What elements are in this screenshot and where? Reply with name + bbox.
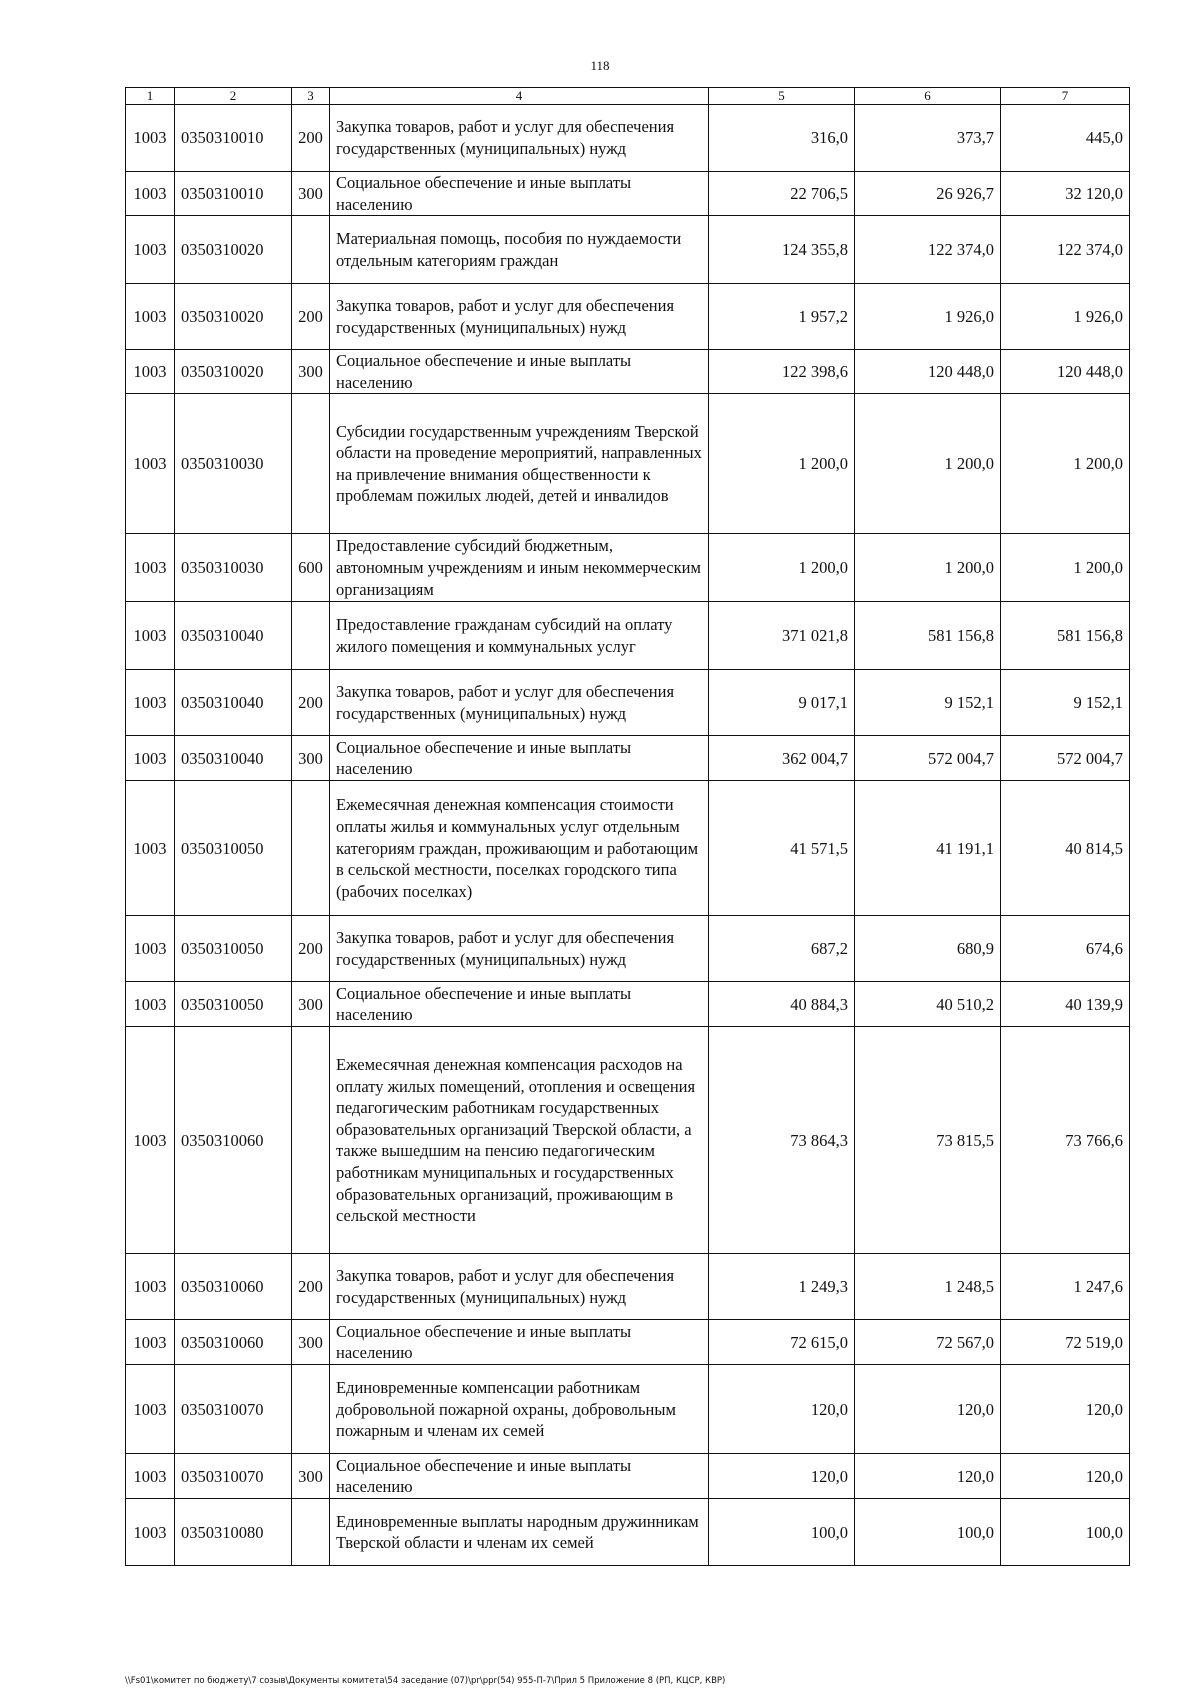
col-section: 1003 — [126, 1254, 175, 1320]
col-value-3: 1 926,0 — [1001, 284, 1130, 350]
col-target-code: 0350310050 — [175, 982, 292, 1027]
col-name: Социальное обеспечение и иные выплаты населению — [330, 350, 709, 394]
col-value-2: 581 156,8 — [855, 602, 1001, 670]
header-col-2: 2 — [175, 88, 292, 105]
col-name: Единовременные выплаты народным дружинникам Тверской области и членам их семей — [330, 1499, 709, 1566]
col-value-1: 22 706,5 — [709, 172, 855, 216]
col-value-3: 73 766,6 — [1001, 1027, 1130, 1254]
col-value-2: 73 815,5 — [855, 1027, 1001, 1254]
col-target-code: 0350310040 — [175, 602, 292, 670]
col-value-2: 1 926,0 — [855, 284, 1001, 350]
header-col-5: 5 — [709, 88, 855, 105]
col-value-1: 9 017,1 — [709, 670, 855, 736]
col-name: Социальное обеспечение и иные выплаты населению — [330, 1320, 709, 1365]
col-expense-type: 200 — [292, 670, 330, 736]
col-section: 1003 — [126, 284, 175, 350]
col-value-1: 122 398,6 — [709, 350, 855, 394]
col-section: 1003 — [126, 534, 175, 602]
col-value-2: 120,0 — [855, 1454, 1001, 1499]
col-expense-type — [292, 1365, 330, 1454]
col-value-3: 40 139,9 — [1001, 982, 1130, 1027]
col-expense-type: 600 — [292, 534, 330, 602]
table-row — [126, 1027, 1130, 1254]
col-value-2: 120 448,0 — [855, 350, 1001, 394]
col-value-3: 445,0 — [1001, 105, 1130, 172]
col-target-code: 0350310060 — [175, 1254, 292, 1320]
col-value-1: 687,2 — [709, 916, 855, 982]
table-row — [126, 172, 1130, 216]
col-target-code: 0350310010 — [175, 172, 292, 216]
col-value-2: 1 200,0 — [855, 394, 1001, 534]
col-value-1: 124 355,8 — [709, 216, 855, 284]
col-value-1: 1 200,0 — [709, 394, 855, 534]
col-value-3: 9 152,1 — [1001, 670, 1130, 736]
col-expense-type — [292, 394, 330, 534]
col-target-code: 0350310070 — [175, 1365, 292, 1454]
col-section: 1003 — [126, 105, 175, 172]
col-expense-type: 300 — [292, 350, 330, 394]
col-section: 1003 — [126, 670, 175, 736]
col-name: Закупка товаров, работ и услуг для обеспечения государственных (муниципальных) нужд — [330, 916, 709, 982]
col-target-code: 0350310080 — [175, 1499, 292, 1566]
col-value-2: 1 248,5 — [855, 1254, 1001, 1320]
col-expense-type: 200 — [292, 1254, 330, 1320]
col-expense-type: 300 — [292, 736, 330, 781]
col-expense-type: 300 — [292, 172, 330, 216]
header-row — [126, 88, 1130, 105]
col-target-code: 0350310020 — [175, 216, 292, 284]
col-name: Социальное обеспечение и иные выплаты населению — [330, 736, 709, 781]
col-section: 1003 — [126, 602, 175, 670]
col-value-2: 100,0 — [855, 1499, 1001, 1566]
col-section: 1003 — [126, 1499, 175, 1566]
col-expense-type: 200 — [292, 284, 330, 350]
header-col-3: 3 — [292, 88, 330, 105]
col-value-2: 9 152,1 — [855, 670, 1001, 736]
col-target-code: 0350310010 — [175, 105, 292, 172]
col-value-3: 72 519,0 — [1001, 1320, 1130, 1365]
col-value-3: 1 200,0 — [1001, 534, 1130, 602]
table-row — [126, 105, 1130, 172]
col-value-3: 674,6 — [1001, 916, 1130, 982]
col-value-3: 40 814,5 — [1001, 781, 1130, 916]
col-section: 1003 — [126, 982, 175, 1027]
col-value-3: 100,0 — [1001, 1499, 1130, 1566]
col-value-1: 362 004,7 — [709, 736, 855, 781]
col-expense-type — [292, 1499, 330, 1566]
col-value-1: 371 021,8 — [709, 602, 855, 670]
col-expense-type: 300 — [292, 1454, 330, 1499]
header-col-4: 4 — [330, 88, 709, 105]
col-target-code: 0350310030 — [175, 534, 292, 602]
col-section: 1003 — [126, 1454, 175, 1499]
col-target-code: 0350310040 — [175, 670, 292, 736]
table-row — [126, 350, 1130, 394]
header-col-6: 6 — [855, 88, 1001, 105]
col-target-code: 0350310020 — [175, 350, 292, 394]
col-name: Закупка товаров, работ и услуг для обеспечения государственных (муниципальных) нужд — [330, 284, 709, 350]
col-name: Ежемесячная денежная компенсация стоимости оплаты жилья и коммунальных услуг отдельным категориям граждан, проживающим и работающим в сельской местности, поселках городского типа (рабочих поселках) — [330, 781, 709, 916]
table-row — [126, 1454, 1130, 1499]
col-section: 1003 — [126, 916, 175, 982]
col-value-2: 72 567,0 — [855, 1320, 1001, 1365]
col-expense-type — [292, 781, 330, 916]
col-value-1: 41 571,5 — [709, 781, 855, 916]
table-row — [126, 1365, 1130, 1454]
col-value-3: 32 120,0 — [1001, 172, 1130, 216]
col-value-3: 122 374,0 — [1001, 216, 1130, 284]
col-name: Материальная помощь, пособия по нуждаемости отдельным категориям граждан — [330, 216, 709, 284]
table-row — [126, 534, 1130, 602]
table-row — [126, 602, 1130, 670]
col-section: 1003 — [126, 172, 175, 216]
col-target-code: 0350310060 — [175, 1320, 292, 1365]
col-target-code: 0350310050 — [175, 781, 292, 916]
table-row — [126, 1320, 1130, 1365]
col-value-3: 120,0 — [1001, 1454, 1130, 1499]
col-expense-type — [292, 602, 330, 670]
col-name: Предоставление субсидий бюджетным, автономным учреждениям и иным некоммерческим организациям — [330, 534, 709, 602]
col-target-code: 0350310050 — [175, 916, 292, 982]
header-col-1: 1 — [126, 88, 175, 105]
table-row — [126, 982, 1130, 1027]
col-target-code: 0350310060 — [175, 1027, 292, 1254]
col-name: Социальное обеспечение и иные выплаты населению — [330, 1454, 709, 1499]
col-section: 1003 — [126, 1365, 175, 1454]
col-value-2: 373,7 — [855, 105, 1001, 172]
col-value-2: 572 004,7 — [855, 736, 1001, 781]
col-name: Ежемесячная денежная компенсация расходов на оплату жилых помещений, отопления и освещения педагогическим работникам государственных образовательных организаций Тверской области, а также вышедшим на пенсию педагогическим работникам муниципальных и государственных образовательных организаций, проживающим в сельской местности — [330, 1027, 709, 1254]
col-value-1: 72 615,0 — [709, 1320, 855, 1365]
col-name: Закупка товаров, работ и услуг для обеспечения государственных (муниципальных) нужд — [330, 1254, 709, 1320]
col-name: Предоставление гражданам субсидий на оплату жилого помещения и коммунальных услуг — [330, 602, 709, 670]
col-expense-type: 300 — [292, 1320, 330, 1365]
col-name: Социальное обеспечение и иные выплаты населению — [330, 172, 709, 216]
col-name: Социальное обеспечение и иные выплаты населению — [330, 982, 709, 1027]
col-target-code: 0350310020 — [175, 284, 292, 350]
col-value-1: 120,0 — [709, 1365, 855, 1454]
col-section: 1003 — [126, 1027, 175, 1254]
table-row — [126, 1499, 1130, 1566]
table-row — [126, 670, 1130, 736]
col-section: 1003 — [126, 781, 175, 916]
col-value-1: 1 249,3 — [709, 1254, 855, 1320]
col-target-code: 0350310040 — [175, 736, 292, 781]
col-section: 1003 — [126, 216, 175, 284]
col-value-1: 316,0 — [709, 105, 855, 172]
col-value-1: 73 864,3 — [709, 1027, 855, 1254]
col-value-2: 26 926,7 — [855, 172, 1001, 216]
col-target-code: 0350310070 — [175, 1454, 292, 1499]
col-value-2: 680,9 — [855, 916, 1001, 982]
col-value-2: 40 510,2 — [855, 982, 1001, 1027]
col-value-3: 1 247,6 — [1001, 1254, 1130, 1320]
header-col-7: 7 — [1001, 88, 1130, 105]
col-expense-type: 200 — [292, 916, 330, 982]
col-expense-type: 200 — [292, 105, 330, 172]
col-value-1: 40 884,3 — [709, 982, 855, 1027]
col-name: Единовременные компенсации работникам добровольной пожарной охраны, добровольным пожарным и членам их семей — [330, 1365, 709, 1454]
col-value-1: 1 200,0 — [709, 534, 855, 602]
page-number: 118 — [590, 58, 610, 73]
col-expense-type — [292, 1027, 330, 1254]
col-value-3: 1 200,0 — [1001, 394, 1130, 534]
col-value-1: 120,0 — [709, 1454, 855, 1499]
col-value-2: 120,0 — [855, 1365, 1001, 1454]
col-value-3: 120,0 — [1001, 1365, 1130, 1454]
table-row — [126, 781, 1130, 916]
col-section: 1003 — [126, 1320, 175, 1365]
col-name: Закупка товаров, работ и услуг для обеспечения государственных (муниципальных) нужд — [330, 105, 709, 172]
table-row — [126, 284, 1130, 350]
col-value-3: 572 004,7 — [1001, 736, 1130, 781]
col-value-3: 120 448,0 — [1001, 350, 1130, 394]
col-section: 1003 — [126, 394, 175, 534]
col-value-2: 1 200,0 — [855, 534, 1001, 602]
col-value-1: 1 957,2 — [709, 284, 855, 350]
table-row — [126, 736, 1130, 781]
col-value-3: 581 156,8 — [1001, 602, 1130, 670]
col-section: 1003 — [126, 350, 175, 394]
col-expense-type: 300 — [292, 982, 330, 1027]
budget-table — [125, 87, 1130, 1566]
col-value-2: 122 374,0 — [855, 216, 1001, 284]
table-row — [126, 1254, 1130, 1320]
col-expense-type — [292, 216, 330, 284]
col-target-code: 0350310030 — [175, 394, 292, 534]
file-path-footer: \\Fs01\комитет по бюджету\7 созыв\Документы комитета\54 заседание (07)\pr\ppr(54) 955-П-7\Прил 5 Приложение 8 (РП, КЦСР, КВР) — [125, 1676, 726, 1686]
table-body — [126, 105, 1130, 1566]
table-row — [126, 916, 1130, 982]
table-row — [126, 394, 1130, 534]
table-row — [126, 216, 1130, 284]
col-value-1: 100,0 — [709, 1499, 855, 1566]
col-value-2: 41 191,1 — [855, 781, 1001, 916]
col-name: Субсидии государственным учреждениям Тверской области на проведение мероприятий, направленных на привлечение внимания общественности к проблемам пожилых людей, детей и инвалидов — [330, 394, 709, 534]
col-name: Закупка товаров, работ и услуг для обеспечения государственных (муниципальных) нужд — [330, 670, 709, 736]
col-section: 1003 — [126, 736, 175, 781]
